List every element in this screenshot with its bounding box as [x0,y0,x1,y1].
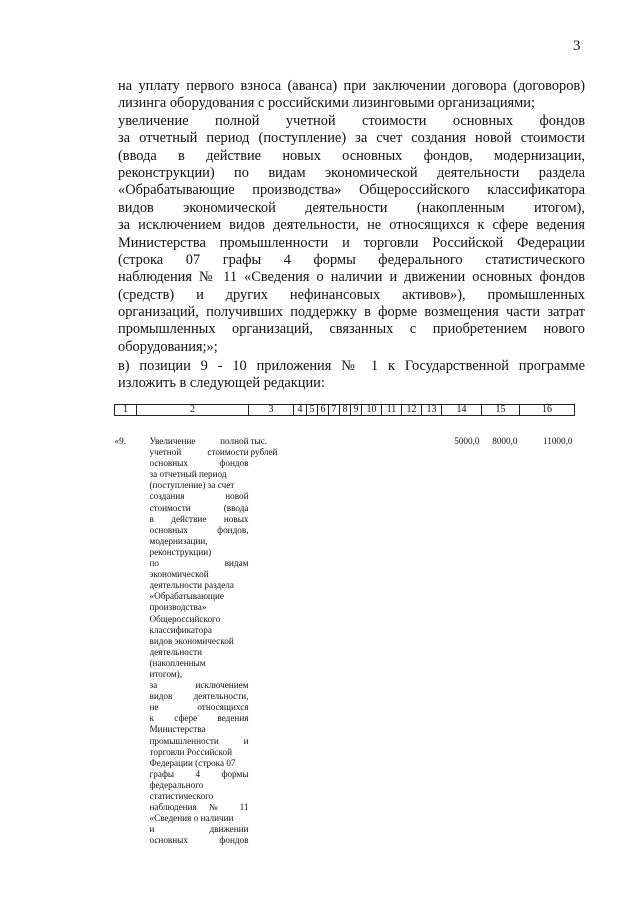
indicator-line: модернизации, [149,535,208,546]
indicator-line: (поступление) за счет [149,480,235,491]
indicator-line: к сфере ведения [149,713,249,724]
indicator-line: видов экономической [149,635,234,646]
indicator-line: графы 4 формы [149,768,249,779]
column-header: 11 [382,405,402,416]
text-line: за исключением видов деятельности, не относящихся к сфере ведения [118,217,585,234]
value-col-14: 5000,0 [454,436,480,446]
instruction-paragraph [118,358,585,393]
column-header: 8 [340,405,351,416]
indicator-line: наблюдения № 11 [149,802,249,813]
text-line: на уплату первого взноса (аванса) при заключении договора (договоров) [118,78,585,94]
indicator-line: производства» [149,602,207,613]
text-line: увеличение полной учетной стоимости основных фондов [118,112,585,129]
text-line: реконструкции) по видам экономической деятельности раздела [118,164,585,181]
column-header: 3 [249,405,294,416]
indicator-line: промышленности и [149,735,249,746]
column-header: 14 [442,405,482,416]
indicator-line: стоимости (ввода [149,502,249,513]
indicator-line: «Обрабатывающие [149,591,225,602]
column-header: 12 [402,405,422,416]
indicator-line: торговли Российской [149,746,233,757]
column-header: 2 [137,405,249,416]
indicator-line: реконструкции) [149,546,212,557]
column-header: 9 [351,405,362,416]
indicator-line: деятельности [149,646,203,657]
column-header: 16 [520,405,575,416]
indicator-line: деятельности раздела [149,580,234,591]
indicator-line: и движении [149,824,249,835]
text-line: «Обрабатывающие производства» Общероссийского классификатора [118,182,585,199]
indicator-line: федерального [149,779,204,790]
column-header: 13 [422,405,442,416]
program-indicator-table [114,404,575,846]
text-line: промышленных организаций, связанных с приобретением нового [118,321,585,338]
indicator-line: экономической [149,569,209,580]
text-line: за отчетный период (поступление) за счет создания новой стоимости [118,130,585,147]
text-line: (строка 07 графы 4 формы федерального статистического [118,251,585,268]
indicator-line: Увеличение полной [149,436,249,446]
text-line: видов экономической деятельности (накопленным итогом), [118,199,585,216]
text-line: оборудования;»; [118,338,218,355]
indicator-line: учетной стоимости [149,447,249,458]
text-line: лизинга оборудования с российскими лизинговыми организациями; [118,95,535,112]
indicator-line: создания новой [149,491,249,502]
text-line: изложить в следующей редакции: [118,375,325,392]
text-line: наблюдения № 11 «Сведения о наличии и движении основных фондов [118,269,585,286]
column-header: 10 [362,405,382,416]
column-header: 4 [294,405,307,416]
text-line: (ввода в действие новых основных фондов, модернизации, [118,147,585,164]
unit-of-measure: тыс. рублей [250,436,278,458]
indicator-name [137,416,249,847]
indicator-line: за исключением [149,680,249,691]
table-row [115,416,575,847]
column-header: 15 [482,405,520,416]
indicator-line: (накопленным [149,657,206,668]
text-line: организаций, получивших поддержку в форме возмещения части затрат [118,304,585,321]
text-line: в) позиции 9 - 10 приложения № 1 к Государственной программе [118,358,585,374]
value-col-16: 11000,0 [542,436,573,446]
indicator-line: основных фондов [149,835,249,846]
indicator-line: Общероссийского [149,613,221,624]
indicator-line: видов деятельности, [149,691,249,702]
indicator-line: классификатора [149,624,212,635]
indicator-line: Федерации (строка 07 [149,757,236,768]
indicator-line: итогом), [149,668,183,679]
value-col-15: 8000,0 [492,436,518,446]
text-line: Министерства промышленности и торговли Российской Федерации [118,234,585,251]
column-header: 5 [307,405,318,416]
indicator-line: основных фондов [149,458,249,469]
text-line: (средств) и других нефинансовых активов»), промышленных [118,286,585,303]
indicator-line: Министерства [149,724,206,735]
indicator-line: по видам [149,558,249,569]
table-header-row [115,405,575,416]
indicator-line: в действие новых [149,513,249,524]
column-header: 6 [318,405,329,416]
column-header: 7 [329,405,340,416]
column-header: 1 [115,405,137,416]
indicator-line: основных фондов, [149,524,249,535]
indicator-line: за отчетный период [149,469,227,480]
indicator-line: статистического [149,791,214,801]
page-number: 3 [573,38,581,54]
indicator-line: не относящихся [149,702,249,713]
row-number: «9. [114,436,126,446]
amendment-paragraph [118,78,585,356]
indicator-line: «Сведения о наличии [149,813,234,824]
